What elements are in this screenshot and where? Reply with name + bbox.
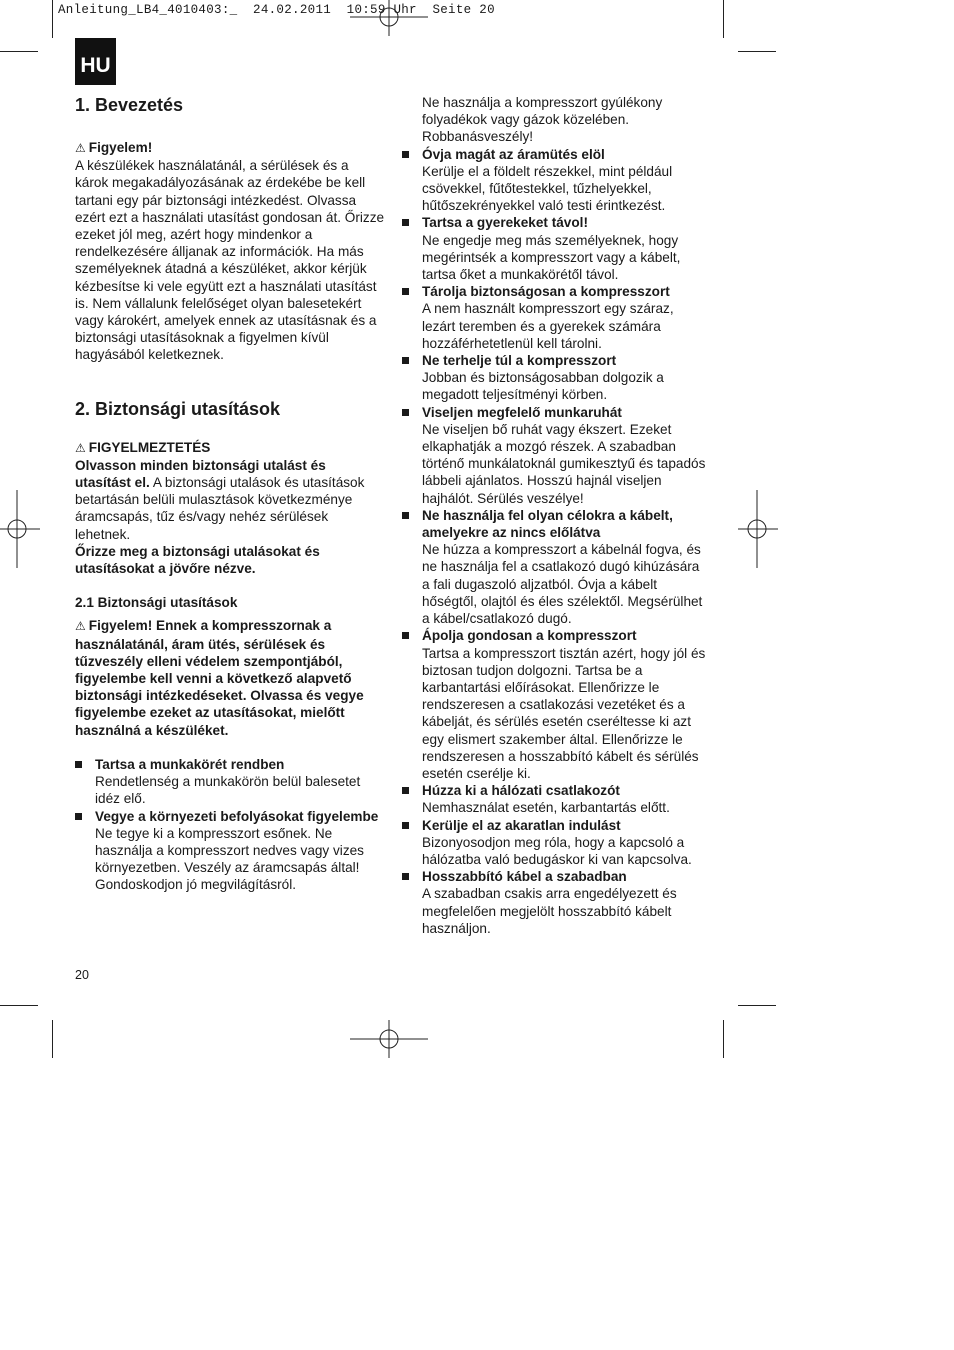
crop-mark [0, 1005, 38, 1006]
registration-mark-icon [738, 490, 778, 568]
crop-mark [52, 1020, 53, 1058]
bullet-title: Tartsa a gyerekeket távol! [422, 215, 588, 231]
warning-paragraph: Olvasson minden biztonsági utalást és utasítást el. A biztonsági utalások és utasítások betartásán belüli mulasztások következménye áramcsapás, tűz és/vagy nehéz sérülések lehetnek. [75, 457, 365, 542]
bullet-title: Ne terhelje túl a kompresszort [422, 353, 617, 369]
square-bullet-icon [402, 822, 409, 829]
crop-mark [738, 51, 776, 52]
bullet-text: Rendetlenség a munkakörön belül balesetet idéz elő. [95, 774, 361, 807]
warning-triangle-icon: ⚠ [75, 619, 86, 634]
bullet-title: Ápolja gondosan a kompresszort [422, 628, 637, 644]
language-badge: HU [75, 38, 116, 85]
registration-mark-icon [350, 1018, 428, 1058]
right-column [402, 94, 707, 937]
bullet-item [402, 283, 707, 352]
crop-mark [723, 1020, 724, 1058]
warning-keep-paragraph: Őrizze meg a biztonsági utalásokat és utasításokat a jövőre nézve. [75, 543, 320, 577]
square-bullet-icon [75, 813, 82, 820]
bullet-title: Viseljen megfelelő munkaruhát [422, 404, 622, 420]
square-bullet-icon [402, 409, 409, 416]
warning-triangle-icon: ⚠ [75, 141, 86, 155]
bullet-item [402, 782, 707, 816]
bullet-item [402, 868, 707, 937]
bullet-title: Óvja magát az áramütés elöl [422, 146, 605, 162]
bullet-text: Bizonyosodjon meg róla, hogy a kapcsoló a hálózatba való bedugáskor ki van kapcsolva. [422, 834, 692, 867]
square-bullet-icon [402, 151, 409, 158]
bullet-item [402, 507, 707, 627]
square-bullet-icon [402, 512, 409, 519]
square-bullet-icon [402, 357, 409, 364]
square-bullet-icon [402, 219, 409, 226]
bullet-text: Kerülje el a földelt részekkel, mint például csövekkel, fűtőtestekkel, tűzhelyekkel, hűtőszekrényekkel való testi érintkezést. [422, 163, 673, 214]
bullet-text: Nemhasználat esetén, karbantartás előtt. [422, 800, 670, 816]
lead-paragraph: Ne használja a kompresszort gyúlékony folyadékok vagy gázok közelében. Robbanásveszély! [422, 95, 663, 145]
bullet-title: Vegye a környezeti befolyásokat figyelembe [95, 808, 379, 824]
crop-mark [738, 1005, 776, 1006]
bullet-title: Ne használja fel olyan célokra a kábelt, amelyekre az nincs előlátva [422, 507, 673, 541]
left-column [75, 94, 385, 894]
bullet-text: A szabadban csakis arra engedélyezett és megfelelően megjelölt hosszabbító kábelt használjon. [422, 886, 677, 936]
square-bullet-icon [402, 288, 409, 295]
bullet-item [402, 214, 707, 283]
bullet-item [402, 627, 707, 782]
registration-mark-icon [0, 490, 40, 568]
bullet-title: Hosszabbító kábel a szabadban [422, 869, 627, 885]
bullet-title: Tárolja biztonságosan a kompresszort [422, 284, 670, 300]
warning-triangle-icon: ⚠ [75, 440, 86, 455]
bullet-item [75, 808, 385, 894]
square-bullet-icon [402, 873, 409, 880]
warning-title: ⚠ FIGYELMEZTETÉS [75, 439, 211, 455]
crop-mark [723, 0, 724, 38]
bullet-text: Jobban és biztonságosabban dolgozik a megadott teljesítményi körben. [422, 370, 664, 403]
bullet-text: Tartsa a kompresszort tisztán azért, hogy jól és biztosan tudjon dolgozni. Tartsa be a karbantartási előírásokat. Ellenőrizze le rendszeresen a csatlakozási vezetéket és a kábelját, és sérülés esetén cseréltesse ki azt egy elismert szakember által. Ellenőrizze le rendszeresen a hosszabbító kábelt és sérülés esetén cserélje ki. [422, 645, 706, 781]
crop-mark [52, 0, 53, 38]
bullet-item [402, 404, 707, 507]
section-heading: 1. Bevezetés [75, 95, 184, 115]
bullet-text: Ne viseljen bő ruhát vagy ékszert. Ezeket elkaphatják a mozgó részek. A szabadban történő munkálatoknál gumikesztyű és tapadós lábbeli ajánlatos. Hosszú hajnál viseljen hajhálót. Sérülés veszélye! [422, 421, 706, 506]
bullet-title: Tartsa a munkakörét rendben [95, 756, 285, 772]
intro-paragraph: A készülékek használatánál, a sérülések és a károk megakadályozásának az érdekébe be kell tartani egy pár biztonsági intézkedést. Olvassa ezért ezt a használati utasítást gondosan át. Őrizze ezeket jól meg, azért hogy mindenkor a rendelkezésére álljanak az információk. Ha más személyeknek átadná a készüléket, akkor kérjük kézbesítse ki vele együtt ezt a használati utasítást is. Nem vállalunk felelőséget olyan balesetekért vagy károkért, amelyek ennek az utasításnak és a biztonsági utasításoknak a figyelmen kívül hagyásából keletkeznek. [75, 158, 385, 363]
crop-mark [0, 51, 38, 52]
subsection-heading: 2.1 Biztonsági utasítások [75, 595, 238, 611]
warning-paragraph: ⚠ Figyelem! Ennek a kompresszornak a használatánál, áram ütés, sérülések és tűzveszély elleni védelem szempontjából, figyelembe kell venni a következő alapvető biztonsági intézkedéseket. Olvassa és vegye figyelembe ezeket az utasításokat, mielőtt használná a készüléket. [75, 618, 364, 738]
bullet-item [402, 817, 707, 869]
print-header: Anleitung_LB4_4010403:_ 24.02.2011 10:59 Uhr Seite 20 [58, 3, 495, 17]
bullet-item [75, 756, 385, 808]
bullet-text: Ne engedje meg más személyeknek, hogy megérintsék a kompresszort vagy a kábelt, tartsa őket a munkakörétől távol. [422, 232, 681, 283]
bullet-title: Húzza ki a hálózati csatlakozót [422, 783, 620, 799]
bullet-text: Ne tegye ki a kompresszort esőnek. Ne használja a kompresszort nedves vagy vizes környezetben. Veszély az áramcsapás által! Gondoskodjon jó megvilágításról. [95, 825, 364, 893]
bullet-item [402, 146, 707, 215]
square-bullet-icon [402, 632, 409, 639]
square-bullet-icon [402, 787, 409, 794]
square-bullet-icon [75, 761, 82, 768]
section-heading: 2. Biztonsági utasítások [75, 398, 281, 419]
warning-title: ⚠ Figyelem! [75, 140, 153, 155]
bullet-text: Ne húzza a kompresszort a kábelnál fogva, és ne használja fel a csatlakozó dugó kihúzására a fali dugaszoló aljzatból. Óvja a kábelt hőségtől, olajtól és éles szélektől. Megsérülhet a kábel/csatlakozó dugó. [422, 542, 703, 627]
bullet-item [402, 352, 707, 404]
page-number: 20 [75, 968, 89, 982]
bullet-title: Kerülje el az akaratlan indulást [422, 817, 621, 833]
bullet-text: A nem használt kompresszort egy száraz, lezárt teremben és a gyerekek számára hozzáférhetetlenül kell tárolni. [422, 301, 674, 351]
